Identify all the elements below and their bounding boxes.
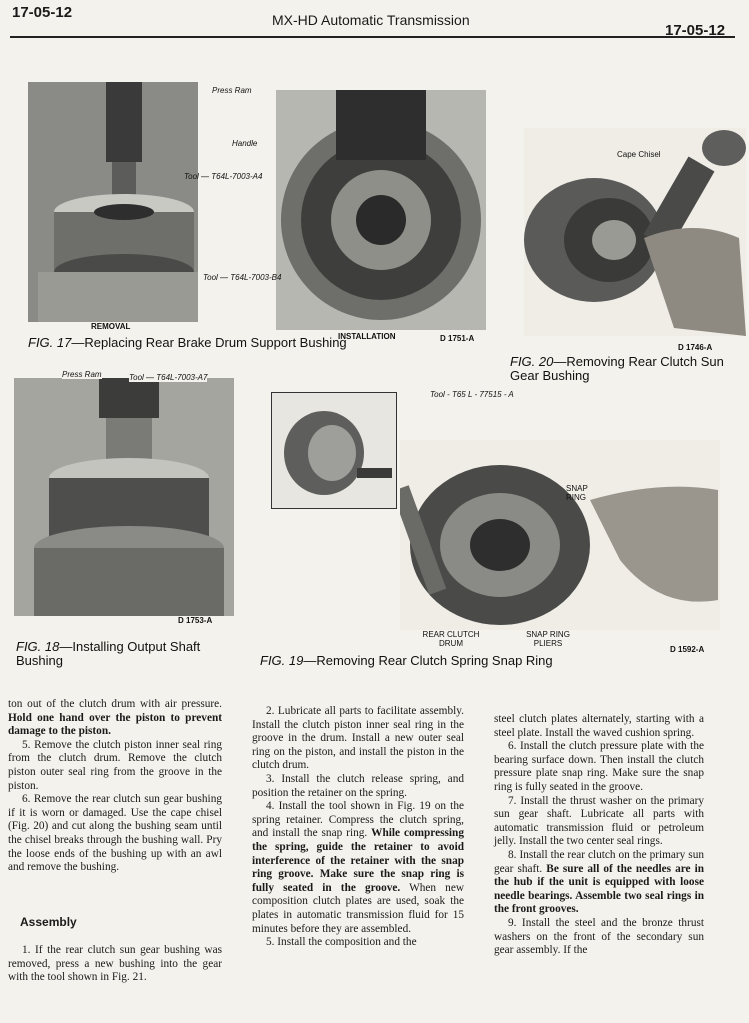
- fig17-caption-num: FIG. 17: [28, 335, 72, 350]
- fig18-caption-text: —Installing Output Shaft Bushing: [16, 639, 201, 668]
- col3-paragraph-1: steel clutch plates alternately, starting with a steel plate. Install the waved cushion spring.: [494, 713, 704, 739]
- fig17-removal-photo: [28, 82, 198, 322]
- page-number-right: 17-05-12: [665, 22, 726, 39]
- fig17-label-removal: REMOVAL: [91, 322, 131, 331]
- fig18-caption-num: FIG. 18: [16, 639, 60, 654]
- col2-paragraph-1: 2. Lubricate all parts to facilitate assembly. Install the clutch piston inner seal ring in the groove in the drum. Install a new outer seal ring on the piston, and install the piston in the clutch drum.: [252, 705, 464, 772]
- fig17-label-tool-a4: Tool — T64L-7003-A4: [184, 172, 263, 181]
- text-column-3: [494, 713, 704, 958]
- col3-paragraph-4: 8. Install the rear clutch on the primary sun gear shaft. Be sure all of the needles are in the hub if the unit is equipped with loose needle bearings. Assemble two seal rings in the front grooves.: [494, 848, 704, 916]
- col1-paragraph-4: 1. If the rear clutch sun gear bushing was removed, press a new bushing into the gear with the tool shown in Fig. 21.: [8, 944, 222, 984]
- col1-paragraph-2: 5. Remove the clutch piston inner seal ring from the clutch drum. Remove the clutch piston outer seal ring from the groove in the piston.: [8, 738, 222, 792]
- fig18-label-tool: Tool — T64L-7003-A7: [129, 373, 208, 382]
- col2-paragraph-4: 5. Install the composition and the: [266, 936, 417, 949]
- fig19-inset-photo: [271, 392, 397, 509]
- fig19-label-snap-ring-pliers: SNAP RING PLIERS: [526, 630, 570, 648]
- assembly-heading: Assembly: [20, 915, 77, 929]
- col3-paragraph-5: 9. Install the steel and the bronze thrust washers on the front of the secondary sun gear assembly. If the: [494, 916, 704, 957]
- col1-paragraph-1: ton out of the clutch drum with air pressure. Hold one hand over the piston to prevent damage to the piston.: [8, 698, 222, 738]
- text-column-1b: [8, 944, 222, 985]
- header-rule: [10, 36, 735, 38]
- fig20-caption-num: FIG. 20: [510, 354, 554, 369]
- col3-paragraph-3: 7. Install the thrust washer on the primary sun gear shaft. Lubricate all parts with automatic transmission fluid or petroleum jelly. Install the two center seal rings.: [494, 794, 704, 848]
- fig18-caption: [16, 640, 216, 668]
- fig18-label-press-ram: Press Ram: [62, 370, 102, 379]
- fig17-code: D 1751-A: [440, 334, 475, 343]
- fig17-caption: [28, 336, 428, 350]
- fig17-label-installation: INSTALLATION: [338, 332, 396, 341]
- col2-paragraph-2: 3. Install the clutch release spring, and position the retainer on the spring.: [252, 772, 464, 799]
- fig18-code: D 1753-A: [178, 616, 213, 625]
- fig20-photo: [524, 128, 746, 336]
- text-column-1: [8, 698, 222, 875]
- page-title: MX-HD Automatic Transmission: [272, 12, 470, 28]
- text-column-2: [252, 705, 464, 950]
- col3-paragraph-2: 6. Install the clutch pressure plate with the bearing surface down. Then install the clutch pressure plate snap ring. Make sure the snap ring is fully seated in the groove.: [494, 740, 704, 793]
- fig20-code: D 1746-A: [678, 343, 713, 352]
- fig19-caption-num: FIG. 19: [260, 653, 304, 668]
- fig18-photo: [14, 378, 234, 616]
- fig20-label-cape-chisel: Cape Chisel: [617, 150, 661, 159]
- fig17-label-press-ram: Press Ram: [212, 86, 252, 95]
- fig17-installation-photo: [276, 90, 486, 330]
- fig19-caption: [260, 654, 660, 668]
- col1-paragraph-3: 6. Remove the rear clutch sun gear bushing if it is worn or damaged. Use the cape chisel (Fig. 20) and cut along the bushing seam until the chisel breaks through the bushing wall. Pry the loose ends of the bushing up with an awl and remove the bushing.: [8, 793, 222, 874]
- fig17-label-tool-b4: Tool — T64L-7003-B4: [203, 273, 282, 282]
- fig19-label-rear-clutch-drum: REAR CLUTCH DRUM: [422, 630, 480, 648]
- fig19-label-snap-ring: SNAP RING: [566, 484, 588, 502]
- fig20-caption: [510, 355, 725, 383]
- fig19-code: D 1592-A: [670, 645, 705, 654]
- fig17-caption-text: —Replacing Rear Brake Drum Support Bushing: [71, 335, 347, 350]
- fig20-caption-text: —Removing Rear Clutch Sun Gear Bushing: [510, 354, 724, 383]
- fig19-main-photo: [400, 440, 720, 630]
- fig17-label-handle: Handle: [232, 139, 258, 148]
- col2-paragraph-3: 4. Install the tool shown in Fig. 19 on the spring retainer. Compress the clutch spring, and install the snap ring. While compressing the spring, guide the retainer to avoid interference of the retainer with the snap ring groove. Make sure the snap ring is fully seated in the groove. When new composition clutch plates are used, soak the plates in automatic transmission fluid for 15 minutes before they are assembled.: [252, 800, 464, 935]
- fig19-caption-text: —Removing Rear Clutch Spring Snap Ring: [303, 653, 553, 668]
- fig19-label-tool: Tool - T65 L - 77515 - A: [430, 390, 514, 399]
- page-number-left: 17-05-12: [12, 4, 73, 21]
